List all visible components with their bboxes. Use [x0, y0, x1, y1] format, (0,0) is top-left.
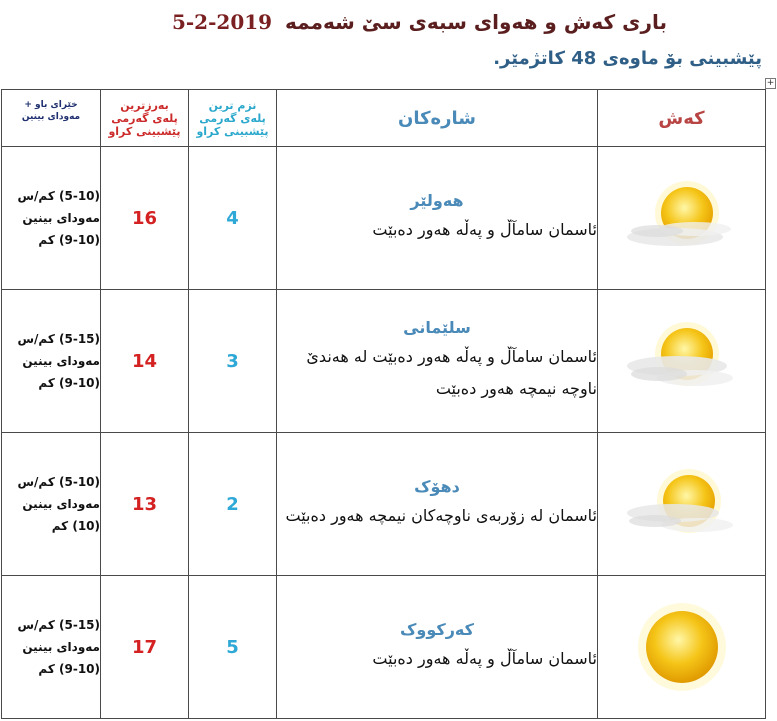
- wind-speed: (5-15) کم/س: [17, 618, 100, 632]
- visibility-value: (9-10) کم: [38, 233, 100, 247]
- weather-table: [1, 89, 766, 719]
- header-wind-visibility: [2, 90, 101, 147]
- min-temp-cell: 3: [189, 290, 277, 433]
- city-forecast-cell: [277, 576, 598, 719]
- weather-icon-cell: [598, 147, 766, 290]
- visibility-label: مەودای بینین: [22, 640, 100, 654]
- forecast-text: ئاسمان سامآڵ و پەڵە هەور دەبێت لە هەندێ ناوچە نیمچە هەور دەبێت: [306, 347, 597, 398]
- wind-visibility-cell: [2, 147, 101, 290]
- table-row: [2, 147, 766, 290]
- forecast-period-subtitle: پێشبینی بۆ ماوەی 48 کاتژمێر.: [493, 48, 762, 69]
- city-name: کەرکووک: [400, 620, 474, 639]
- max-temp-cell: 13: [101, 433, 189, 576]
- header-weather: کەش: [598, 90, 766, 147]
- header-min-line: نزم ترین: [208, 98, 257, 112]
- weather-icon-cell: [598, 433, 766, 576]
- wind-visibility-cell: [2, 290, 101, 433]
- visibility-label: مەودای بینین: [22, 354, 100, 368]
- sun-icon: [617, 592, 747, 702]
- title-date: 2019-2-5: [171, 10, 273, 34]
- forecast-text: ئاسمان لە زۆربەی ناوچەکان نیمچە هەور دەبێت: [285, 506, 597, 525]
- page-title: [172, 10, 667, 34]
- min-temp-cell: 2: [189, 433, 277, 576]
- weather-icon-cell: [598, 290, 766, 433]
- table-row: [2, 576, 766, 719]
- max-temp-cell: 14: [101, 290, 189, 433]
- visibility-label: مەودای بینین: [22, 211, 100, 225]
- table-row: [2, 290, 766, 433]
- header-min-temp: [189, 90, 277, 147]
- wind-speed: (5-10) کم/س: [17, 475, 100, 489]
- forecast-text: ئاسمان سامآڵ و پەڵە هەور دەبێت: [372, 649, 597, 668]
- partly-cloudy-icon: [617, 171, 747, 266]
- header-wind-line: خێرای باو +: [24, 100, 78, 110]
- visibility-value: (9-10) کم: [38, 662, 100, 676]
- max-temp-cell: 16: [101, 147, 189, 290]
- header-max-line: پێشبینی کراو: [108, 124, 181, 138]
- header-max-line: پلەی گەرمی: [111, 111, 178, 125]
- wind-visibility-cell: [2, 576, 101, 719]
- city-name: دهۆک: [414, 477, 460, 496]
- header-min-line: پێشبینی کراو: [196, 124, 269, 138]
- city-name: سلێمانی: [403, 318, 471, 337]
- city-forecast-cell: [277, 147, 598, 290]
- max-temp-cell: 17: [101, 576, 189, 719]
- forecast-text: ئاسمان سامآڵ و پەڵە هەور دەبێت: [372, 220, 597, 239]
- min-temp-cell: 5: [189, 576, 277, 719]
- visibility-value: (9-10) کم: [38, 376, 100, 390]
- weather-icon-cell: [598, 576, 766, 719]
- partly-cloudy-icon: [617, 457, 747, 552]
- title-text: باری کەش و هەوای سبەی سێ شەممە: [285, 10, 667, 34]
- header-max-line: بەرزترین: [120, 98, 169, 112]
- wind-visibility-cell: [2, 433, 101, 576]
- min-temp-cell: 4: [189, 147, 277, 290]
- city-name: هەولێر: [410, 191, 464, 210]
- partly-cloudy-icon: [617, 314, 747, 409]
- wind-speed: (5-15) کم/س: [17, 332, 100, 346]
- table-header-row: [2, 90, 766, 147]
- header-max-temp: [101, 90, 189, 147]
- city-forecast-cell: [277, 290, 598, 433]
- wind-speed: (5-10) کم/س: [17, 189, 100, 203]
- visibility-value: (10) کم: [51, 519, 100, 533]
- table-row: [2, 433, 766, 576]
- city-forecast-cell: [277, 433, 598, 576]
- table-move-handle-icon[interactable]: +: [766, 78, 775, 88]
- header-min-line: پلەی گەرمی: [199, 111, 266, 125]
- visibility-label: مەودای بینین: [22, 497, 100, 511]
- header-cities: شارەکان: [277, 90, 598, 147]
- header-wind-line: مەودای بینین: [21, 112, 81, 122]
